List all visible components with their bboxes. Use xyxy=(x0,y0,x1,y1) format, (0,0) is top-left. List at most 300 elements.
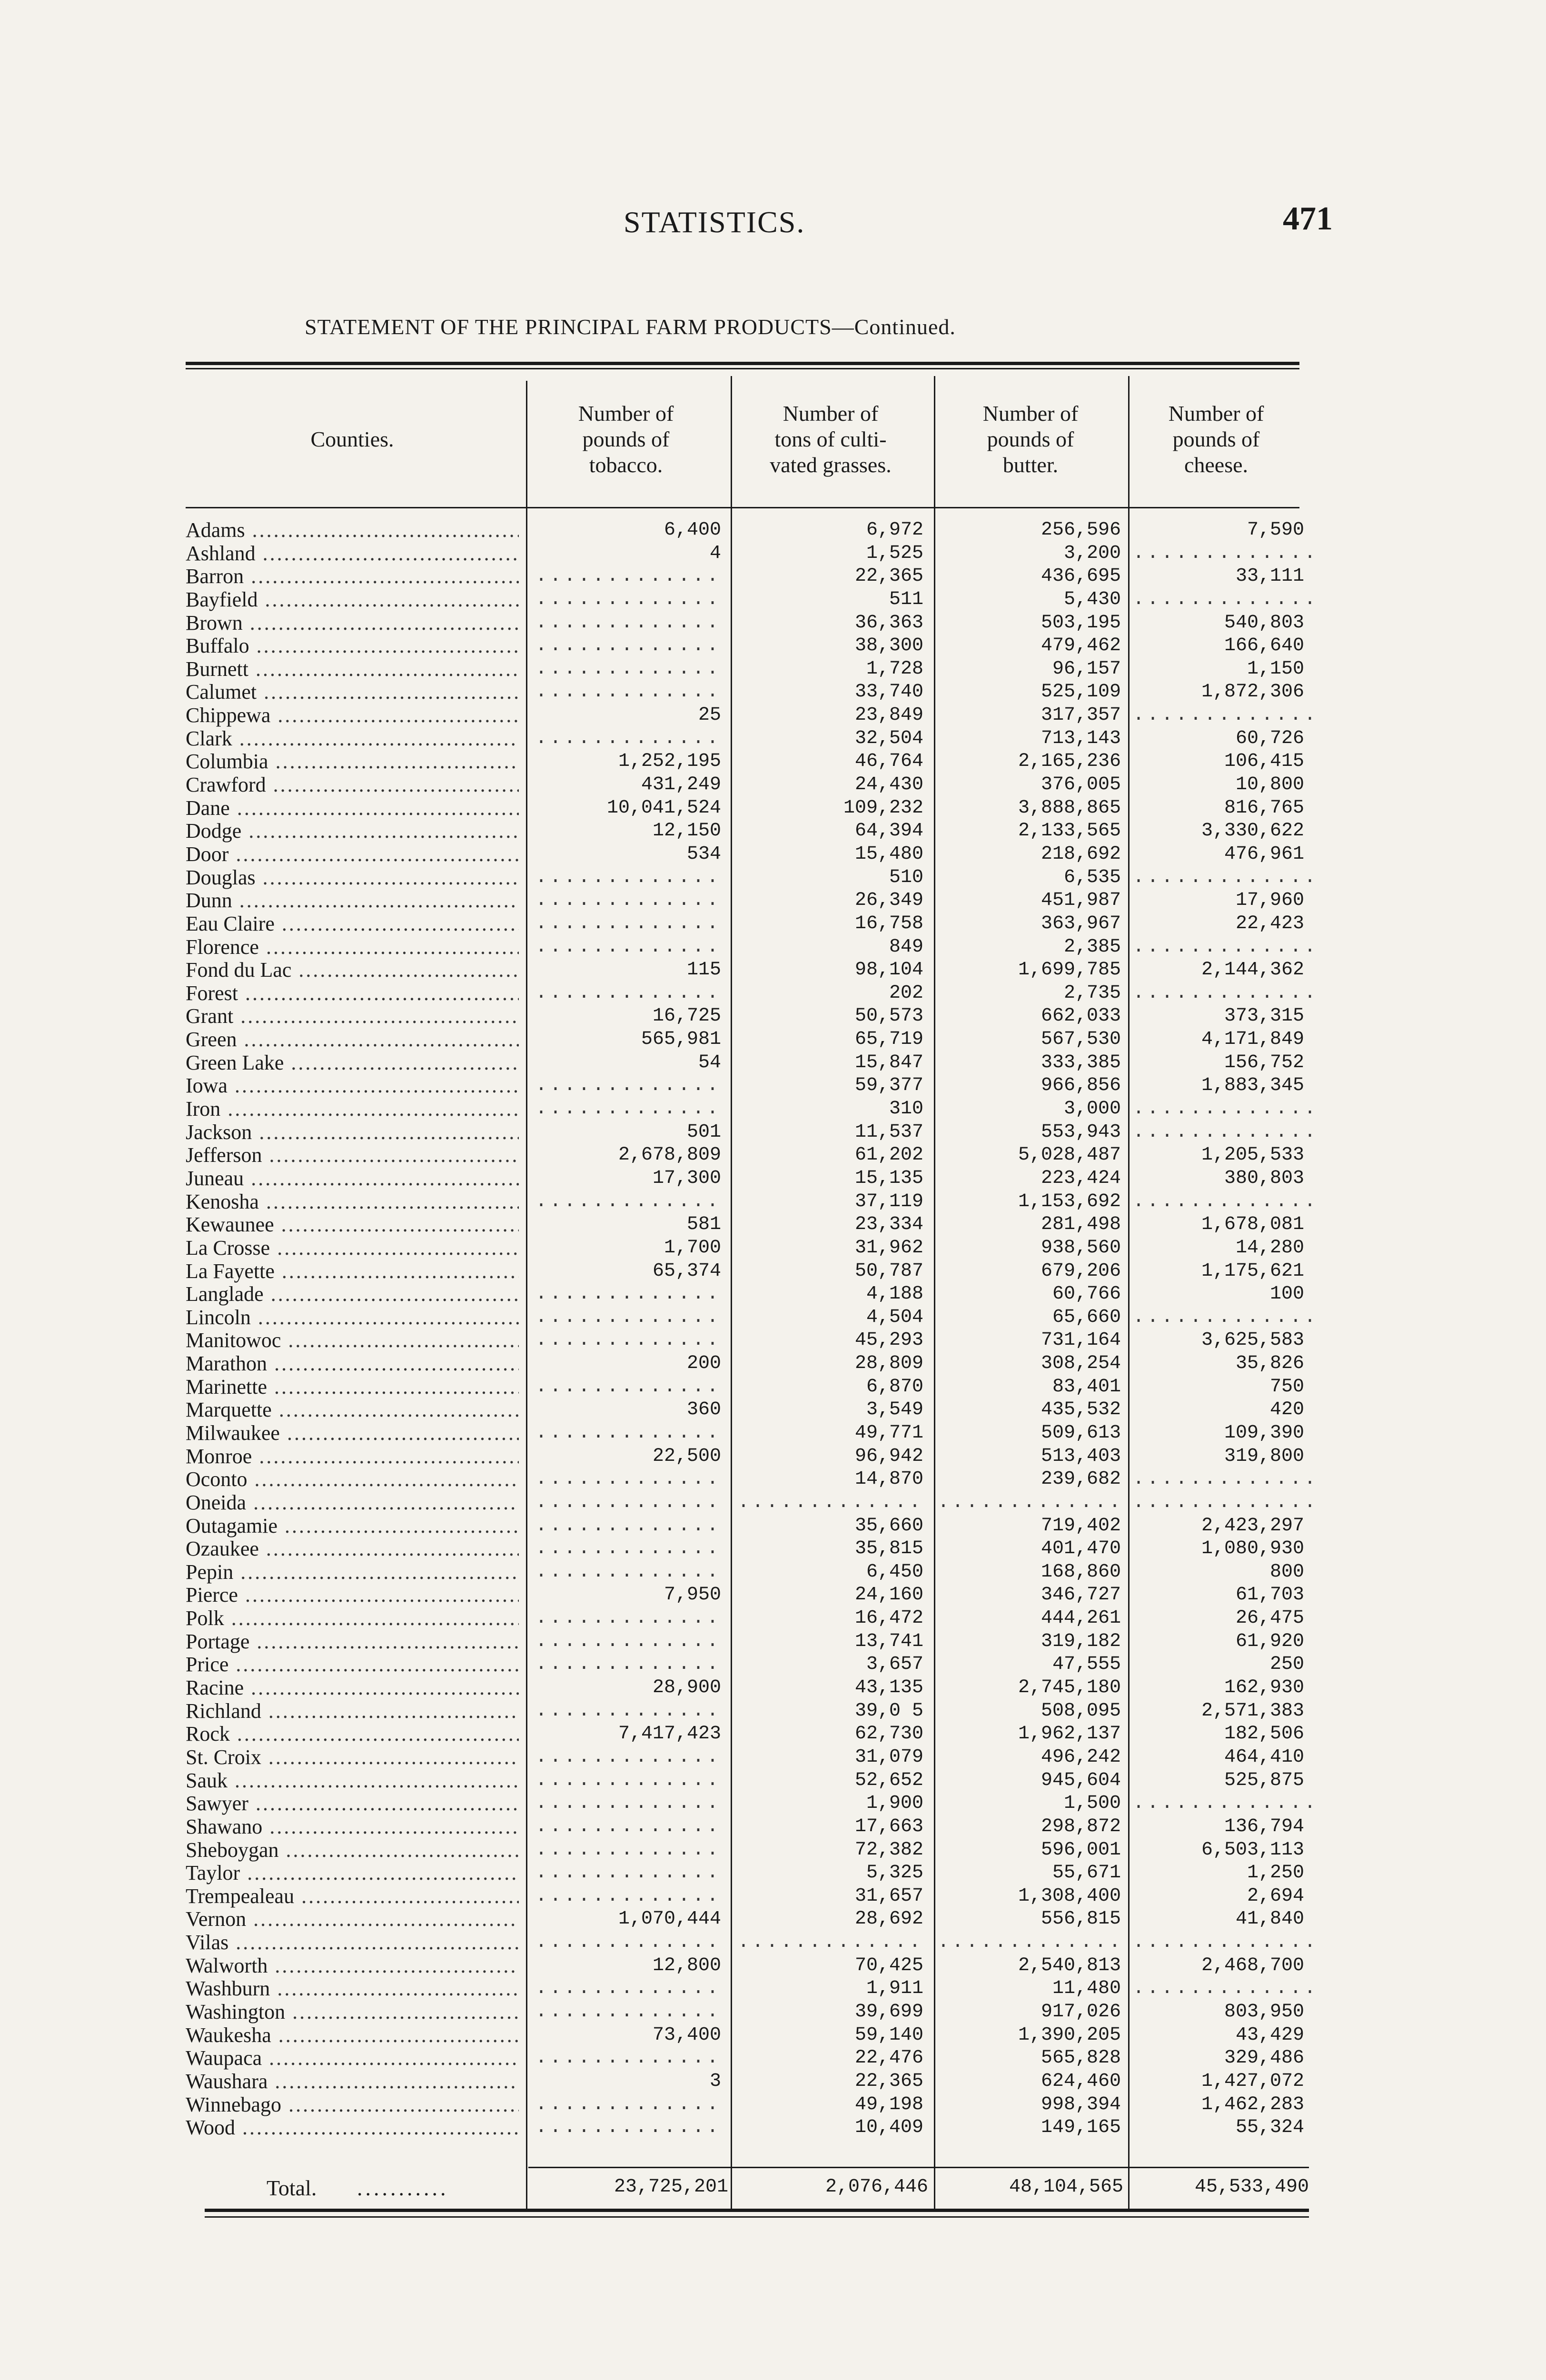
leader-dots: ............. xyxy=(535,681,721,703)
cell-grasses: 510 xyxy=(889,866,923,888)
table-row xyxy=(186,1074,1309,1098)
cell-tobacco: 501 xyxy=(686,1121,721,1143)
cell-cheese: 373,315 xyxy=(1224,1005,1304,1027)
cell-grasses: 50,787 xyxy=(854,1260,923,1282)
table-row xyxy=(186,565,1309,588)
cell-butter: 509,613 xyxy=(1041,1422,1121,1444)
table-row xyxy=(186,681,1309,704)
table-row xyxy=(186,843,1309,866)
header-tobacco-line: Number of xyxy=(578,401,674,426)
cell-tobacco: 581 xyxy=(686,1214,721,1236)
table-row xyxy=(186,1237,1309,1260)
cell-butter: 917,026 xyxy=(1041,2001,1121,2023)
table-row xyxy=(186,889,1309,912)
leader-dots: ............. xyxy=(535,890,721,912)
header-cheese-line: pounds of xyxy=(1172,426,1260,451)
cell-grasses: 16,472 xyxy=(854,1607,923,1629)
county-name: Kenosha ..... xyxy=(186,1190,519,1213)
leader-dots: ............. xyxy=(938,1491,1124,1513)
county-name: Marquette ..... xyxy=(186,1398,519,1421)
leader-dots: ............. xyxy=(1133,936,1319,958)
table-row xyxy=(186,1306,1319,1329)
county-name: Ozaukee ..... xyxy=(186,1537,519,1560)
cell-cheese: 100 xyxy=(1269,1283,1304,1305)
county-name: Richland ..... xyxy=(186,1700,519,1723)
cell-cheese: 6,503,113 xyxy=(1201,1839,1304,1861)
cell-tobacco: 3 xyxy=(709,2070,721,2092)
cell-grasses: 39,0 5 xyxy=(854,1700,923,1722)
county-name: Milwaukee ..... xyxy=(186,1422,519,1445)
leader-dots: ............. xyxy=(535,936,721,958)
county-name: Walworth ..... xyxy=(186,1954,519,1977)
cell-cheese: 61,920 xyxy=(1235,1630,1304,1652)
cell-cheese: 17,960 xyxy=(1235,890,1304,912)
table-row xyxy=(186,1769,1309,1793)
total-cheese: 45,533,490 xyxy=(1194,2176,1309,2198)
table-row xyxy=(186,935,1319,959)
cell-butter: 218,692 xyxy=(1041,843,1121,865)
header-counties-label: Counties. xyxy=(310,426,394,451)
cell-grasses: 50,573 xyxy=(854,1005,923,1027)
county-name: Pierce ..... xyxy=(186,1584,519,1606)
cell-grasses: 28,809 xyxy=(854,1353,923,1375)
cell-cheese: 816,765 xyxy=(1224,797,1304,819)
table-row xyxy=(186,1792,1319,1815)
total-rule-above xyxy=(528,2167,1309,2168)
cell-tobacco: 1,252,195 xyxy=(618,751,721,773)
county-name: Pepin ..... xyxy=(186,1561,519,1584)
cell-tobacco: 17,300 xyxy=(652,1167,721,1189)
cell-butter: 319,182 xyxy=(1041,1630,1121,1652)
table-row xyxy=(186,1839,1309,1862)
cell-butter: 1,308,400 xyxy=(1018,1885,1121,1907)
cell-cheese: 35,826 xyxy=(1235,1353,1304,1375)
cell-cheese: 1,080,930 xyxy=(1201,1538,1304,1560)
cell-butter: 938,560 xyxy=(1041,1237,1121,1259)
county-name: Florence ..... xyxy=(186,936,519,959)
cell-grasses: 15,135 xyxy=(854,1167,923,1189)
cell-butter: 479,462 xyxy=(1041,635,1121,657)
cell-grasses: 3,549 xyxy=(866,1399,923,1421)
table-row xyxy=(186,2024,1309,2047)
cell-grasses: 31,657 xyxy=(854,1885,923,1907)
leader-dots: ............. xyxy=(535,912,721,934)
cell-cheese: 1,883,345 xyxy=(1201,1075,1304,1097)
county-name: Sheboygan ..... xyxy=(186,1839,519,1862)
cell-butter: 567,530 xyxy=(1041,1029,1121,1051)
cell-tobacco: 12,800 xyxy=(652,1954,721,1976)
leader-dots: ............. xyxy=(535,2093,721,2115)
header-butter xyxy=(938,371,1123,507)
cell-butter: 451,987 xyxy=(1041,890,1121,912)
cell-cheese: 33,111 xyxy=(1235,565,1304,587)
cell-butter: 168,860 xyxy=(1041,1561,1121,1583)
header-grasses xyxy=(733,371,928,507)
cell-butter: 333,385 xyxy=(1041,1051,1121,1073)
cell-grasses: 15,847 xyxy=(854,1051,923,1073)
cell-cheese: 250 xyxy=(1269,1654,1304,1676)
leader-dots: ............. xyxy=(535,2117,721,2139)
cell-grasses: 31,079 xyxy=(854,1746,923,1768)
cell-grasses: 1,728 xyxy=(866,658,923,680)
county-name: Marinette ..... xyxy=(186,1376,519,1398)
cell-grasses: 3,657 xyxy=(866,1654,923,1676)
table-row xyxy=(186,2047,1309,2070)
cell-tobacco: 115 xyxy=(686,959,721,981)
county-name: Oconto ..... xyxy=(186,1468,519,1491)
cell-butter: 298,872 xyxy=(1041,1815,1121,1837)
leader-dots: ............. xyxy=(1133,542,1319,564)
leader-dots: ............. xyxy=(535,1075,721,1097)
county-name: Racine ..... xyxy=(186,1676,519,1699)
cell-cheese: 476,961 xyxy=(1224,843,1304,865)
cell-cheese: 1,150 xyxy=(1247,658,1304,680)
cell-grasses: 62,730 xyxy=(854,1723,923,1745)
total-tobacco: 23,725,201 xyxy=(614,2176,728,2198)
cell-grasses: 61,202 xyxy=(854,1144,923,1166)
table-caption: STATEMENT OF THE PRINCIPAL FARM PRODUCTS—Continued. xyxy=(305,315,956,339)
table-row xyxy=(186,588,1319,612)
cell-butter: 1,962,137 xyxy=(1018,1723,1121,1745)
header-tobacco-line: pounds of xyxy=(582,426,670,451)
county-name: St. Croix ..... xyxy=(186,1746,519,1769)
cell-cheese: 540,803 xyxy=(1224,612,1304,634)
leader-dots: ............. xyxy=(737,1491,923,1513)
table-row xyxy=(186,1098,1319,1121)
county-name: Washburn ..... xyxy=(186,1977,519,2000)
cell-cheese: 4,171,849 xyxy=(1201,1029,1304,1051)
cell-butter: 149,165 xyxy=(1041,2117,1121,2139)
cell-grasses: 36,363 xyxy=(854,612,923,634)
cell-cheese: 1,205,533 xyxy=(1201,1144,1304,1166)
table-row xyxy=(186,1144,1309,1167)
table-row xyxy=(186,1167,1309,1190)
leader-dots: ............. xyxy=(535,1746,721,1768)
cell-grasses: 202 xyxy=(889,982,923,1004)
county-name: Price ..... xyxy=(186,1653,519,1676)
header-rule xyxy=(186,507,1299,508)
county-name: Fond du Lac ..... xyxy=(186,959,519,982)
leader-dots: ............. xyxy=(1133,704,1319,726)
table-row xyxy=(186,1445,1309,1468)
cell-butter: 376,005 xyxy=(1041,774,1121,796)
county-name: Burnett ..... xyxy=(186,658,519,681)
total-butter: 48,104,565 xyxy=(1009,2176,1123,2198)
table-row xyxy=(186,1329,1309,1352)
table-row xyxy=(186,542,1319,565)
leader-dots: ............. xyxy=(938,1932,1124,1954)
table-row xyxy=(186,820,1309,843)
county-name: Iron ..... xyxy=(186,1098,519,1121)
cell-cheese: 329,486 xyxy=(1224,2047,1304,2069)
table-row xyxy=(186,1283,1309,1306)
cell-cheese: 750 xyxy=(1269,1376,1304,1398)
cell-grasses: 45,293 xyxy=(854,1329,923,1351)
leader-dots: ............. xyxy=(535,727,721,749)
leader-dots: ............. xyxy=(535,1839,721,1861)
cell-butter: 945,604 xyxy=(1041,1769,1121,1791)
cell-butter: 3,200 xyxy=(1063,542,1121,564)
header-grasses-line: tons of culti- xyxy=(774,426,887,451)
leader-dots: ............. xyxy=(1133,1190,1319,1212)
cell-grasses: 70,425 xyxy=(854,1954,923,1976)
cell-butter: 60,766 xyxy=(1052,1283,1121,1305)
cell-cheese: 7,590 xyxy=(1247,519,1304,541)
cell-butter: 83,401 xyxy=(1052,1376,1121,1398)
cell-grasses: 849 xyxy=(889,936,923,958)
leader-dots: ............. xyxy=(535,565,721,587)
leader-dots: ............. xyxy=(535,1978,721,2000)
county-name: Columbia ..... xyxy=(186,750,519,773)
cell-tobacco: 7,417,423 xyxy=(618,1723,721,1745)
cell-grasses: 46,764 xyxy=(854,751,923,773)
cell-grasses: 17,663 xyxy=(854,1815,923,1837)
table-row xyxy=(186,1977,1319,2001)
cell-grasses: 6,870 xyxy=(866,1376,923,1398)
county-name: Clark ..... xyxy=(186,727,519,750)
leader-dots: ............. xyxy=(535,1793,721,1815)
cell-butter: 3,888,865 xyxy=(1018,797,1121,819)
cell-tobacco: 534 xyxy=(686,843,721,865)
cell-butter: 1,153,692 xyxy=(1018,1190,1121,1212)
cell-butter: 281,498 xyxy=(1041,1214,1121,1236)
table-row xyxy=(186,704,1319,727)
cell-butter: 2,745,180 xyxy=(1018,1677,1121,1699)
table-row xyxy=(186,2116,1309,2140)
cell-grasses: 24,430 xyxy=(854,774,923,796)
table-row xyxy=(186,1746,1309,1769)
cell-cheese: 26,475 xyxy=(1235,1607,1304,1629)
cell-grasses: 59,377 xyxy=(854,1075,923,1097)
table-row xyxy=(186,1700,1309,1723)
leader-dots: ............. xyxy=(535,1862,721,1884)
county-name: Trempealeau ..... xyxy=(186,1885,519,1908)
header-grasses-line: vated grasses. xyxy=(770,452,892,477)
header-cheese-line: Number of xyxy=(1168,401,1264,426)
table-row xyxy=(186,658,1309,681)
cell-grasses: 16,758 xyxy=(854,912,923,934)
table-row xyxy=(186,2001,1309,2024)
table-row xyxy=(186,1537,1309,1561)
cell-grasses: 31,962 xyxy=(854,1237,923,1259)
cell-tobacco: 54 xyxy=(698,1051,721,1073)
cell-butter: 5,028,487 xyxy=(1018,1144,1121,1166)
cell-tobacco: 565,981 xyxy=(641,1029,721,1051)
table-row xyxy=(186,1931,1319,1954)
cell-butter: 624,460 xyxy=(1041,2070,1121,2092)
cell-cheese: 380,803 xyxy=(1224,1167,1304,1189)
cell-cheese: 156,752 xyxy=(1224,1051,1304,1073)
cell-butter: 966,856 xyxy=(1041,1075,1121,1097)
county-name: Wood ..... xyxy=(186,2116,519,2139)
leader-dots: ............. xyxy=(535,1630,721,1652)
cell-butter: 679,206 xyxy=(1041,1260,1121,1282)
cell-butter: 3,000 xyxy=(1063,1098,1121,1120)
county-name: Door ..... xyxy=(186,843,519,866)
county-name: Vilas ..... xyxy=(186,1931,519,1954)
leader-dots: ............. xyxy=(535,2001,721,2023)
cell-butter: 346,727 xyxy=(1041,1584,1121,1606)
leader-dots: ............. xyxy=(1133,1793,1319,1815)
cell-grasses: 43,135 xyxy=(854,1677,923,1699)
county-name: Forest ..... xyxy=(186,982,519,1005)
column-headers xyxy=(186,371,1299,507)
county-name: Portage ..... xyxy=(186,1630,519,1653)
cell-butter: 662,033 xyxy=(1041,1005,1121,1027)
cell-grasses: 22,365 xyxy=(854,2070,923,2092)
cell-butter: 401,470 xyxy=(1041,1538,1121,1560)
leader-dots: ............. xyxy=(1133,1932,1319,1954)
cell-grasses: 96,942 xyxy=(854,1445,923,1467)
table-row xyxy=(186,1885,1309,1908)
leader-dots: ............. xyxy=(535,1306,721,1328)
cell-butter: 556,815 xyxy=(1041,1908,1121,1930)
county-name: Jackson ..... xyxy=(186,1121,519,1144)
county-name: Calumet ..... xyxy=(186,681,519,704)
county-name: Iowa ..... xyxy=(186,1074,519,1097)
cell-grasses: 4,188 xyxy=(866,1283,923,1305)
leader-dots: ............. xyxy=(1133,1121,1319,1143)
cell-tobacco: 10,041,524 xyxy=(606,797,721,819)
table-body xyxy=(186,519,1319,2140)
total-grasses: 2,076,446 xyxy=(825,2176,928,2198)
cell-butter: 1,390,205 xyxy=(1018,2024,1121,2046)
cell-butter: 317,357 xyxy=(1041,704,1121,726)
county-name: Jefferson ..... xyxy=(186,1144,519,1167)
cell-grasses: 22,365 xyxy=(854,565,923,587)
cell-grasses: 35,815 xyxy=(854,1538,923,1560)
cell-butter: 239,682 xyxy=(1041,1468,1121,1490)
leader-dots: ............. xyxy=(1133,1468,1319,1490)
county-name: Dunn ..... xyxy=(186,889,519,912)
table-row xyxy=(186,912,1309,936)
table-row xyxy=(186,519,1309,542)
cell-grasses: 39,699 xyxy=(854,2001,923,2023)
cell-cheese: 2,468,700 xyxy=(1201,1954,1304,1976)
cell-cheese: 60,726 xyxy=(1235,727,1304,749)
cell-butter: 496,242 xyxy=(1041,1746,1121,1768)
cell-butter: 998,394 xyxy=(1041,2093,1121,2115)
cell-grasses: 49,198 xyxy=(854,2093,923,2115)
table-row xyxy=(186,1468,1319,1491)
county-name: Grant ..... xyxy=(186,1005,519,1028)
county-name: Barron ..... xyxy=(186,565,519,588)
cell-cheese: 2,423,297 xyxy=(1201,1515,1304,1537)
cell-cheese: 525,875 xyxy=(1224,1769,1304,1791)
county-name: La Fayette ..... xyxy=(186,1260,519,1283)
cell-butter: 2,165,236 xyxy=(1018,751,1121,773)
cell-cheese: 1,427,072 xyxy=(1201,2070,1304,2092)
cell-butter: 719,402 xyxy=(1041,1515,1121,1537)
cell-tobacco: 431,249 xyxy=(641,774,721,796)
table-row xyxy=(186,1908,1309,1931)
bottom-rule-thin xyxy=(205,2216,1309,2218)
cell-butter: 363,967 xyxy=(1041,912,1121,934)
table-row xyxy=(186,635,1309,658)
cell-grasses: 37,119 xyxy=(854,1190,923,1212)
cell-cheese: 22,423 xyxy=(1235,912,1304,934)
cell-grasses: 35,660 xyxy=(854,1515,923,1537)
county-name: Green ..... xyxy=(186,1028,519,1051)
county-name: Adams ..... xyxy=(186,519,519,542)
cell-butter: 553,943 xyxy=(1041,1121,1121,1143)
county-name: Shawano ..... xyxy=(186,1815,519,1838)
cell-grasses: 23,334 xyxy=(854,1214,923,1236)
leader-dots: ............. xyxy=(535,612,721,634)
cell-butter: 1,500 xyxy=(1063,1793,1121,1815)
leader-dots: ............. xyxy=(535,1932,721,1954)
leader-dots: ............. xyxy=(535,1769,721,1791)
table-row xyxy=(186,774,1309,797)
county-name: Juneau ..... xyxy=(186,1167,519,1190)
cell-butter: 525,109 xyxy=(1041,681,1121,703)
table-row xyxy=(186,982,1319,1005)
cell-cheese: 464,410 xyxy=(1224,1746,1304,1768)
cell-butter: 436,695 xyxy=(1041,565,1121,587)
table-row xyxy=(186,1121,1319,1144)
leader-dots: ............. xyxy=(535,1700,721,1722)
cell-tobacco: 25 xyxy=(698,704,721,726)
cell-grasses: 72,382 xyxy=(854,1839,923,1861)
cell-butter: 6,535 xyxy=(1063,866,1121,888)
cell-grasses: 13,741 xyxy=(854,1630,923,1652)
cell-cheese: 2,571,383 xyxy=(1201,1700,1304,1722)
cell-butter: 508,095 xyxy=(1041,1700,1121,1722)
cell-grasses: 1,900 xyxy=(866,1793,923,1815)
county-name: Sauk ..... xyxy=(186,1769,519,1792)
leader-dots: ............. xyxy=(535,1376,721,1398)
county-name: La Crosse ..... xyxy=(186,1237,519,1259)
cell-grasses: 59,140 xyxy=(854,2024,923,2046)
table-row xyxy=(186,1584,1309,1607)
county-name: Vernon ..... xyxy=(186,1908,519,1931)
table-row xyxy=(186,1422,1309,1445)
cell-cheese: 10,800 xyxy=(1235,774,1304,796)
leader-dots: ............. xyxy=(535,866,721,888)
table-row xyxy=(186,2093,1309,2117)
county-name: Marathon ..... xyxy=(186,1352,519,1375)
top-rule-thin xyxy=(186,368,1299,369)
leader-dots: ............. xyxy=(535,1422,721,1444)
cell-cheese: 2,694 xyxy=(1247,1885,1304,1907)
cell-grasses: 49,771 xyxy=(854,1422,923,1444)
cell-grasses: 24,160 xyxy=(854,1584,923,1606)
cell-grasses: 4,504 xyxy=(866,1306,923,1328)
leader-dots: ............. xyxy=(1133,588,1319,610)
cell-cheese: 1,175,621 xyxy=(1201,1260,1304,1282)
county-name: Washington ..... xyxy=(186,2001,519,2023)
county-name: Sawyer ..... xyxy=(186,1792,519,1815)
county-name: Waupaca ..... xyxy=(186,2047,519,2070)
leader-dots: ............. xyxy=(1133,866,1319,888)
leader-dots: ............. xyxy=(535,1815,721,1837)
cell-grasses: 1,525 xyxy=(866,542,923,564)
cell-butter: 444,261 xyxy=(1041,1607,1121,1629)
cell-butter: 223,424 xyxy=(1041,1167,1121,1189)
cell-grasses: 98,104 xyxy=(854,959,923,981)
table-row xyxy=(186,727,1309,751)
leader-dots: ............. xyxy=(535,1098,721,1120)
table-row xyxy=(186,797,1309,820)
table-row xyxy=(186,1213,1309,1237)
table-row xyxy=(186,1260,1309,1283)
leader-dots: ............. xyxy=(535,658,721,680)
county-name: Winnebago ..... xyxy=(186,2093,519,2116)
cell-grasses: 5,325 xyxy=(866,1862,923,1884)
table-row xyxy=(186,1398,1309,1422)
leader-dots: ............. xyxy=(1133,1306,1319,1328)
cell-butter: 308,254 xyxy=(1041,1353,1121,1375)
